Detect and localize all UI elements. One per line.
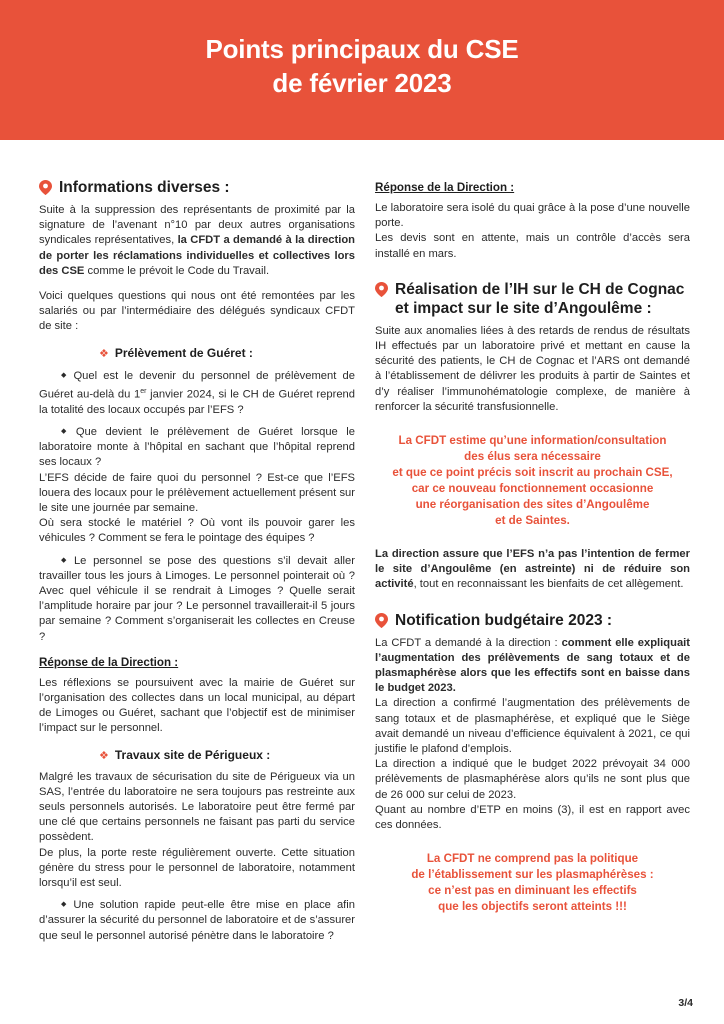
page-title-line-2: de février 2023 xyxy=(272,68,452,98)
cfdt-statement: La CFDT ne comprend pas la politique de l’établissement sur les plasmaphérèses : ce n’est pas en diminuant les effectifs que les objectifs seront atteints !!! xyxy=(411,852,654,914)
paragraph: La direction a indiqué que le budget 2022 prévoyait 34 000 prélèvements de plasmaphérèse alors qu’ils ne sont plus que de 26 000 sur celui de 2023. xyxy=(375,758,690,801)
paragraph: L’EFS décide de faire quoi du personnel ? Est-ce que l’EFS louera des locaux pour le prélèvement actuellement présent sur le site une journée par semaine. xyxy=(39,471,355,514)
paragraph: Où sera stocké le matériel ? Où vont ils pouvoir garer les véhicules ? Comment se fera le pointage des équipes ? xyxy=(39,517,355,545)
page-number: 3/4 xyxy=(678,997,693,1009)
paragraph: Suite à la suppression des représentants de proximité par la signature de l’avenant n°10 par deux autres organisations syndicales représentatives, la CFDT a demandé à la direction de porter les réclamations individuelles et collectives lors des CSE comme le prévoit le Code du Travail. xyxy=(39,204,356,277)
paragraph: Suite aux anomalies liées à des retards de rendus de résultats IH effectués par un laboratoire privé et mettant en cause la sécurité des patients, le CH de Cognac et l’ARS ont demandé à l’établissement de délivrer les produits à partir de Saintes et d’y réaliser l’immunohématologie complexe, de manière à renforcer la sécurité transfusionnelle. xyxy=(375,324,690,413)
bold-text: La direction assure que l’EFS n’a pas l’intention de fermer le site d’Angoulême (en astreinte) ni de réduire son activité xyxy=(375,548,690,591)
diamond-bullet-icon: ◆ xyxy=(61,556,70,564)
paragraph: La direction assure que l’EFS n’a pas l’intention de fermer le site d’Angoulême (en astreinte) ni de réduire son activité, tout en reconnaissant les bienfaits de cet allègement. xyxy=(375,548,690,591)
paragraph: Malgré les travaux de sécurisation du site de Périgueux via un SAS, l’entrée du laboratoire ne sera toujours pas restreinte aux seuls personnels autorisés. Le laboratoire peut être fermé par une clé que certains personnels ne faisant pas parti du service possèdent. xyxy=(39,770,355,844)
cfdt-statement: La CFDT estime qu’une information/consultation des élus sera nécessaire et que ce point précis soit inscrit au prochain CSE, car ce nouveau fonctionnement occasionne une réorganisation des sites d’Angoulême et de Saintes. xyxy=(392,434,673,528)
left-column xyxy=(39,178,355,944)
location-pin-icon xyxy=(375,613,388,628)
question-item: ◆ Une solution rapide peut-elle être mise en place afin d’assurer la sécurité du personnel de laboratoire et de s’assurer que seul le personnel autorisé pénètre dans le laboratoire ? xyxy=(39,899,356,942)
section-title: Informations diverses : xyxy=(59,179,230,196)
section-heading-budget xyxy=(375,611,690,630)
paragraph: Les réflexions se poursuivent avec la mairie de Guéret sur l’organisation des collectes dans un local municipal, au départ de Limoges ou Guéret, sachant que l’objectif est de minimiser l’impact sur le personnel. xyxy=(39,676,355,735)
diamond-icon: ❖ xyxy=(99,347,109,360)
section-title: Notification budgétaire 2023 : xyxy=(395,611,613,629)
section-heading-cognac xyxy=(375,280,690,318)
bold-text: comment elle expliquait l’augmentation des prélèvements de sang totaux et de plasmaphérèse alors que les effectifs sont en baisse dans le budget 2023. xyxy=(375,636,690,695)
section-title: Réalisation de l’IH sur le CH de Cognac et impact sur le site d’Angoulême : xyxy=(395,280,685,317)
paragraph: Voici quelques questions qui nous ont été remontées par les salariés ou par l’intermédiaire des délégués syndicaux CFDT de site : xyxy=(39,290,355,333)
question-item: ◆ Quel est le devenir du personnel de prélèvement de Guéret au-delà du 1er janvier 2024, si le CH de Guéret reprend la totalité des locaux occupés par l’EFS ? xyxy=(39,369,355,416)
paragraph: La direction a confirmé l’augmentation des prélèvements de sang totaux et de plasmaphérèse, et expliqué que le Siège avait demandé un niveau d’efficience équivalent à 2021, ce qui justifie le plafond d’emplois. xyxy=(375,697,690,756)
bold-text: la CFDT a demandé à la direction de porter les réclamations individuelles et collectives lors des CSE xyxy=(39,234,356,277)
paragraph: Quant au nombre d’ETP en moins (3), il est en rapport avec ces données. xyxy=(375,803,690,832)
response-heading: Réponse de la Direction : xyxy=(39,655,179,669)
diamond-icon: ❖ xyxy=(99,749,109,762)
diamond-bullet-icon: ◆ xyxy=(61,427,72,435)
response-heading: Réponse de la Direction : xyxy=(375,181,515,194)
subsection-heading-perigueux: ❖ Travaux site de Périgueux : xyxy=(99,747,271,762)
page-title-line-1: Points principaux du CSE xyxy=(205,34,519,64)
right-column xyxy=(375,180,690,915)
location-pin-icon xyxy=(39,180,52,195)
paragraph: Le laboratoire sera isolé du quai grâce à la pose d’une nouvelle porte. xyxy=(375,202,690,230)
section-heading-informations xyxy=(39,178,355,197)
page-header xyxy=(0,0,724,140)
paragraph: De plus, la porte reste régulièrement ouverte. Cette situation génère du stress pour le personnel de laboratoire, notamment lorsqu’il est seul. xyxy=(39,846,355,890)
subsection-heading-gueret: ❖ Prélèvement de Guéret : xyxy=(99,345,253,360)
diamond-bullet-icon: ◆ xyxy=(61,371,70,379)
location-pin-icon xyxy=(375,282,388,297)
paragraph: Les devis sont en attente, mais un contrôle d’accès sera installé en mars. xyxy=(375,232,690,260)
question-item: ◆ Le personnel se pose des questions s’il devait aller travailler tous les jours à Limoges. Le personnel pointerait où ? Avec quel véhicule il se rendrait à Limoges ? Quelle serait l’amplitude horaire par jour ? Le personnel travaillerait-il 5 jours par semaine ? Comment s’organiserait les collectes en Creuse ? xyxy=(39,554,355,643)
paragraph: La CFDT a demandé à la direction : comment elle expliquait l’augmentation des prélèvements de sang totaux et de plasmaphérèse alors que les effectifs sont en baisse dans le budget 2023. xyxy=(375,636,690,695)
question-item: ◆ Que devient le prélèvement de Guéret lorsque le laboratoire monte à l’hôpital en sachant que l’hôpital reprend ses locaux ? xyxy=(39,425,356,469)
diamond-bullet-icon: ◆ xyxy=(61,901,70,909)
